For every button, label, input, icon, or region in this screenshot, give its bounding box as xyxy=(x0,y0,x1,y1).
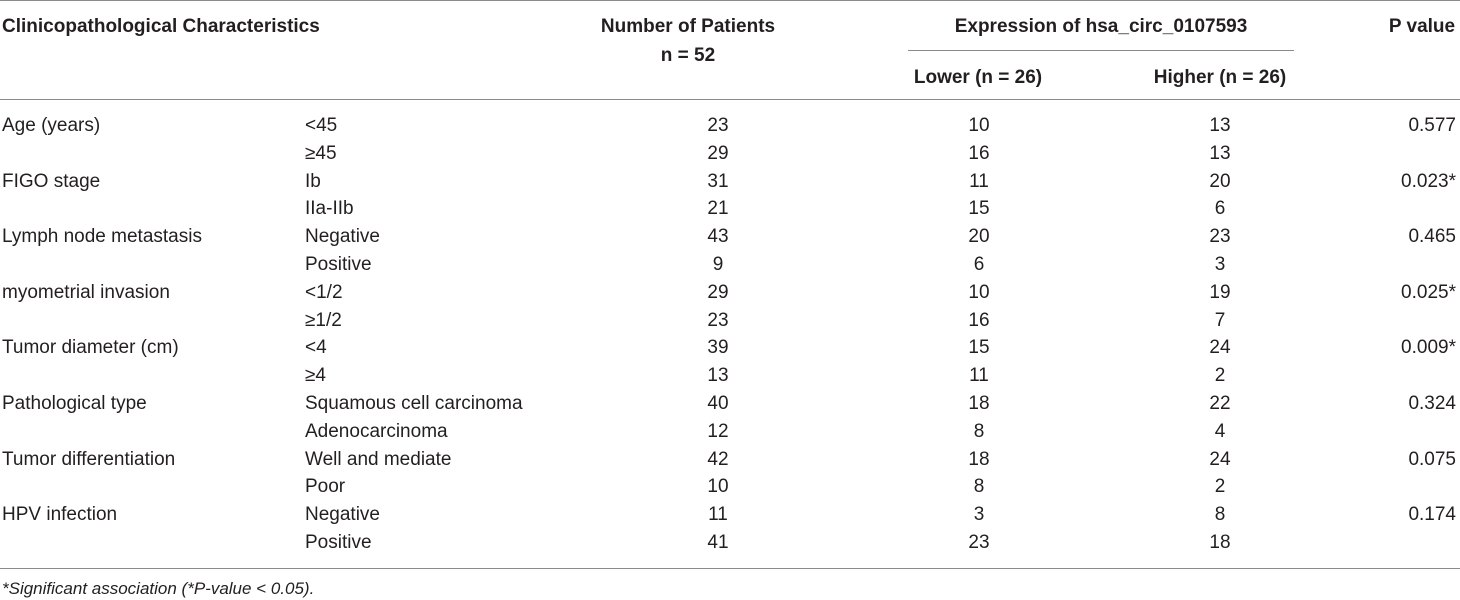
cell-lower: 16 xyxy=(968,143,990,164)
cell-lower: 3 xyxy=(973,504,985,525)
cell-category: IIa-IIb xyxy=(305,198,354,219)
cell-characteristic: Age (years) xyxy=(2,115,101,136)
cell-category: ≥45 xyxy=(305,143,337,164)
cell-patients: 23 xyxy=(707,310,729,331)
cell-pvalue: 0.577 xyxy=(1408,115,1456,136)
cell-higher: 6 xyxy=(1214,198,1226,219)
cell-lower: 11 xyxy=(969,365,989,386)
cell-patients: 10 xyxy=(707,476,729,497)
header-higher: Higher (n = 26) xyxy=(1153,67,1287,88)
cell-higher: 13 xyxy=(1209,143,1231,164)
cell-lower: 20 xyxy=(968,226,990,247)
cell-patients: 40 xyxy=(707,393,729,414)
cell-patients: 9 xyxy=(712,254,724,275)
cell-higher: 2 xyxy=(1214,365,1226,386)
footnote: *Significant association (*P-value < 0.05). xyxy=(2,579,315,598)
cell-category: Poor xyxy=(305,476,346,497)
cell-pvalue: 0.023* xyxy=(1401,171,1456,192)
header-lower: Lower (n = 26) xyxy=(913,67,1043,88)
cell-higher: 4 xyxy=(1214,421,1226,442)
cell-patients: 12 xyxy=(707,421,729,442)
cell-category: <1/2 xyxy=(305,282,343,303)
cell-category: Negative xyxy=(305,226,380,247)
cell-lower: 10 xyxy=(968,282,990,303)
cell-category: Well and mediate xyxy=(305,449,452,470)
table-bottom-rule xyxy=(0,568,1460,569)
cell-higher: 24 xyxy=(1209,449,1231,470)
cell-higher: 23 xyxy=(1209,226,1231,247)
cell-lower: 15 xyxy=(968,337,990,358)
cell-higher: 13 xyxy=(1209,115,1231,136)
cell-patients: 43 xyxy=(707,226,729,247)
header-pvalue: P value xyxy=(1388,16,1456,37)
cell-lower: 8 xyxy=(973,476,985,497)
cell-pvalue: 0.174 xyxy=(1408,504,1456,525)
header-rule xyxy=(0,99,1460,100)
cell-pvalue: 0.075 xyxy=(1408,449,1456,470)
cell-category: <4 xyxy=(305,337,327,358)
cell-higher: 2 xyxy=(1214,476,1226,497)
expression-span-rule xyxy=(908,50,1294,51)
cell-patients: 31 xyxy=(707,171,729,192)
header-characteristics: Clinicopathological Characteristics xyxy=(2,16,320,37)
cell-patients: 23 xyxy=(707,115,729,136)
cell-category: Squamous cell carcinoma xyxy=(305,393,523,414)
cell-higher: 19 xyxy=(1209,282,1231,303)
cell-characteristic: Tumor differentiation xyxy=(2,449,176,470)
cell-lower: 11 xyxy=(969,171,989,192)
cell-patients: 29 xyxy=(707,282,729,303)
header-patients-n: n = 52 xyxy=(660,45,716,66)
cell-lower: 6 xyxy=(973,254,985,275)
cell-pvalue: 0.009* xyxy=(1401,337,1456,358)
cell-lower: 15 xyxy=(968,198,990,219)
cell-lower: 18 xyxy=(968,393,990,414)
cell-category: Positive xyxy=(305,532,372,553)
cell-characteristic: Tumor diameter (cm) xyxy=(2,337,179,358)
cell-lower: 23 xyxy=(968,532,990,553)
cell-category: <45 xyxy=(305,115,338,136)
cell-patients: 29 xyxy=(707,143,729,164)
cell-lower: 16 xyxy=(968,310,990,331)
cell-higher: 3 xyxy=(1214,254,1226,275)
cell-higher: 24 xyxy=(1209,337,1231,358)
cell-characteristic: Pathological type xyxy=(2,393,147,414)
cell-characteristic: FIGO stage xyxy=(2,171,101,192)
cell-pvalue: 0.324 xyxy=(1408,393,1456,414)
cell-category: Adenocarcinoma xyxy=(305,421,448,442)
cell-category: Positive xyxy=(305,254,372,275)
cell-pvalue: 0.465 xyxy=(1408,226,1456,247)
cell-higher: 18 xyxy=(1209,532,1231,553)
cell-higher: 22 xyxy=(1209,393,1231,414)
cell-patients: 42 xyxy=(707,449,729,470)
cell-patients: 41 xyxy=(707,532,729,553)
cell-patients: 39 xyxy=(707,337,729,358)
cell-lower: 10 xyxy=(968,115,990,136)
cell-patients: 21 xyxy=(707,198,729,219)
cell-category: Ib xyxy=(305,171,321,192)
cell-characteristic: myometrial invasion xyxy=(2,282,170,303)
cell-lower: 18 xyxy=(968,449,990,470)
cell-characteristic: Lymph node metastasis xyxy=(2,226,202,247)
cell-lower: 8 xyxy=(973,421,985,442)
header-patients: Number of Patients xyxy=(600,16,776,37)
cell-category: Negative xyxy=(305,504,380,525)
cell-category: ≥1/2 xyxy=(305,310,342,331)
table-top-rule xyxy=(0,0,1460,1)
cell-category: ≥4 xyxy=(305,365,326,386)
header-expression: Expression of hsa_circ_0107593 xyxy=(954,16,1248,37)
cell-characteristic: HPV infection xyxy=(2,504,118,525)
cell-higher: 20 xyxy=(1209,171,1231,192)
cell-higher: 7 xyxy=(1214,310,1226,331)
cell-pvalue: 0.025* xyxy=(1401,282,1456,303)
cell-higher: 8 xyxy=(1214,504,1226,525)
cell-patients: 11 xyxy=(708,504,728,525)
cell-patients: 13 xyxy=(707,365,729,386)
